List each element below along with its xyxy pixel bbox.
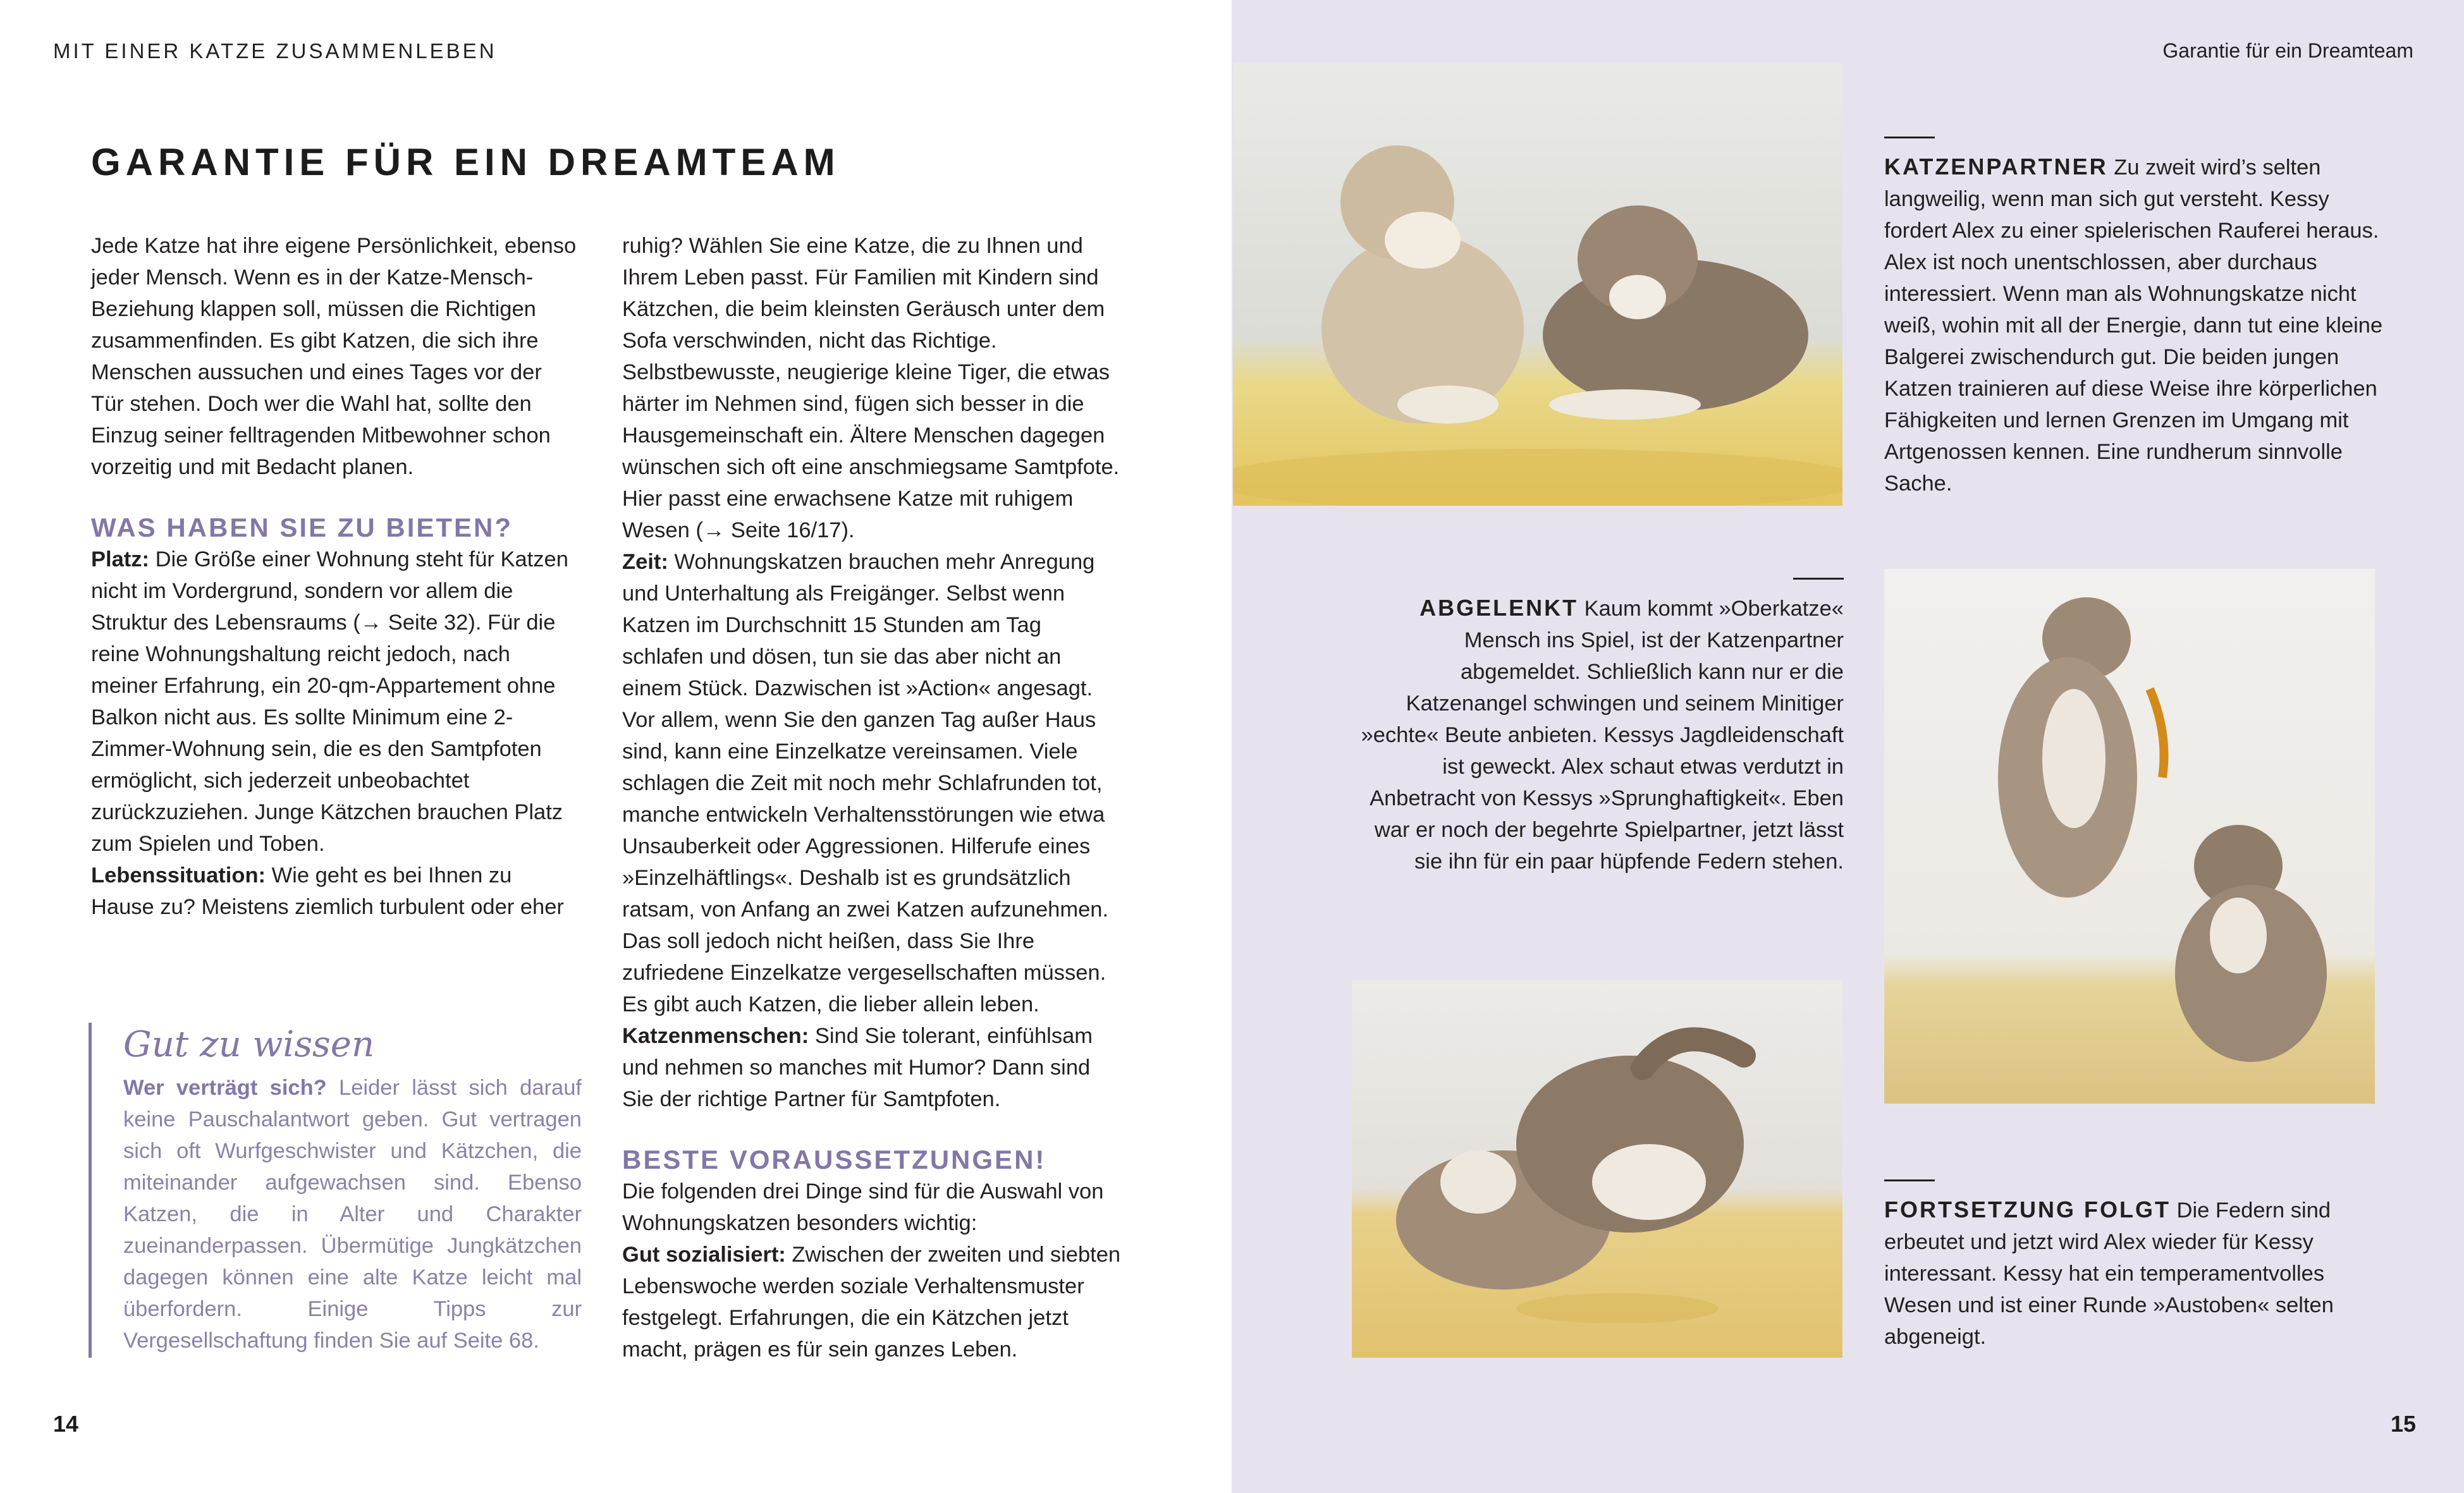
tip-label: Wer verträgt sich? [123, 1076, 327, 1100]
text-column-1 [91, 230, 578, 923]
label-platz: Platz: [91, 547, 150, 571]
caption-abgelenkt [1353, 578, 1844, 877]
caption-rule [1793, 578, 1844, 580]
label-lebenssituation: Lebenssituation: [91, 863, 266, 887]
tip-body: Leider lässt sich darauf keine Pauschalantwort geben. Gut vertragen sich oft Wurfgeschwister und Kätzchen, die miteinander aufgewachsen sind. Ebenso Katzen, die in Alter und Charakter zueinanderpassen. Übermütige Jungkätzchen dagegen können eine alte Katze leicht mal überfordern. Einige Tipps zur Vergesellschaftung finden Sie auf Seite 68. [123, 1076, 582, 1353]
running-head-left: MIT EINER KATZE ZUSAMMENLEBEN [53, 39, 497, 63]
photo-cats-wrestling [1352, 980, 1842, 1358]
photo-cat-jumping [1884, 569, 2375, 1104]
paragraph-lebenssituation [91, 860, 578, 923]
paragraph-platz [91, 544, 578, 860]
caption-rule [1884, 137, 1935, 138]
running-head-right: Garantie für ein Dreamteam [2162, 39, 2413, 62]
label-zeit: Zeit: [622, 550, 668, 574]
page-title: GARANTIE FÜR EIN DREAMTEAM [91, 141, 840, 183]
text-zeit: Wohnungskatzen brauchen mehr Anregung und Unterhaltung als Freigänger. Selbst wenn Katzen im Durchschnitt 15 Stunden am Tag schlafen und dösen, tun sie das aber nicht an einem Stück. Dazwischen ist »Action« angesagt. Vor allem, wenn Sie den ganzen Tag außer Haus sind, kann eine Einzelkatze vereinsamen. Viele schlagen die Zeit mit noch mehr Schlafrunden tot, manche entwickeln Verhaltensstörungen wie etwa Unsauberkeit oder Aggressionen. Hilferufe eines »Einzelhäftlings«. Deshalb ist es grundsätzlich ratsam, von Anfang an zwei Katzen aufzunehmen. Das soll jedoch nicht heißen, dass Sie Ihre zufriedene Einzelkatze vergesellschaften müssen. Es gibt auch Katzen, die lieber allein leben. [622, 550, 1109, 1016]
paragraph-auswahl: Die folgenden drei Dinge sind für die Auswahl von Wohnungskatzen besonders wichtig: [622, 1179, 1104, 1235]
intro-paragraph: Jede Katze hat ihre eigene Persönlichkeit, ebenso jeder Mensch. Wenn es in der Katze-Mensch-Beziehung klappen soll, müssen die Richtigen zusammenfinden. Es gibt Katzen, die sich ihre Menschen aussuchen und eines Tages vor der Tür stehen. Doch wer die Wahl hat, sollte den Einzug seiner felltragenden Mitbewohner schon vorzeitig und mit Bedacht planen. [91, 234, 577, 479]
paragraph-katzenmenschen [622, 1020, 1122, 1115]
caption-text-abgelenkt: Kaum kommt »Oberkatze« Mensch ins Spiel, ist der Katzenpartner abgemeldet. Schließlich kann nur er die Katzenangel schwingen und seinem Minitiger »echte« Beute anbieten. Kessys Jagdleidenschaft ist geweckt. Alex schaut etwas verdutzt in Anbetracht von Kessys »Sprunghaftigkeit«. Eben war er noch der begehrte Spielpartner, jetzt lässt sie ihn für ein paar hüpfende Federn stehen. [1361, 597, 1844, 874]
text-sozialisiert: Zwischen der zweiten und siebten Lebenswoche werden soziale Verhaltensmuster festgelegt. Erfahrungen, die ein Kätzchen jetzt macht, prägen es für sein ganzes Leben. [622, 1243, 1121, 1362]
tip-title: Gut zu wissen [123, 1024, 375, 1065]
page-number-left: 14 [53, 1411, 79, 1437]
caption-head-abgelenkt: ABGELENKT [1419, 595, 1579, 621]
text-katzenmenschen: Sind Sie tolerant, einfühlsam und nehmen so manches mit Humor? Dann sind Sie der richtige Partner für Samtpfoten. [622, 1024, 1093, 1111]
caption-head-fortsetzung: FORTSETZUNG FOLGT [1884, 1197, 2171, 1222]
caption-text-fortsetzung: Die Federn sind erbeutet und jetzt wird Alex wieder für Kessy interessant. Kessy hat ein temperamentvolles Wesen und ist einer Runde »Austoben« selten abgeneigt. [1884, 1198, 2334, 1349]
tip-text [123, 1072, 582, 1356]
text-lebenssituation: Wie geht es bei Ihnen zu Hause zu? Meistens ziemlich turbulent oder eher [91, 863, 564, 919]
caption-fortsetzung-folgt [1884, 1179, 2377, 1353]
paragraph-ruhig: ruhig? Wählen Sie eine Katze, die zu Ihnen und Ihrem Leben passt. Für Familien mit Kindern sind Kätzchen, die beim kleinsten Geräusch unter dem Sofa verschwinden, nicht das Richtige. Selbstbewusste, neugierige kleine Tiger, die etwas härter im Nehmen sind, fügen sich besser in die Hausgemeinschaft ein. Ältere Menschen dagegen wünschen sich oft eine anschmiegsame Samtpfote. Hier passt eine erwachsene Katze mit ruhigem Wesen (→ Seite 16/17). [622, 234, 1120, 542]
text-column-2 [622, 230, 1122, 1365]
tip-box [89, 1023, 582, 1358]
caption-text-katzenpartner: Zu zweit wird’s selten langweilig, wenn man sich gut versteht. Kessy fordert Alex zu einer spielerischen Rauferei heraus. Alex ist noch unentschlossen, aber durchaus interessiert. Wenn man als Wohnungskatze nicht weiß, wohin mit all der Energie, dann tut eine kleine Balgerei zwischendurch gut. Die beiden jungen Katzen trainieren auf diese Weise ihre körperlichen Fähigkeiten und lernen Grenzen im Umgang mit Artgenossen kennen. Eine rundherum sinnvolle Sache. [1884, 155, 2383, 496]
photo-cats-sparring [1233, 63, 1842, 506]
paragraph-zeit [622, 546, 1122, 1020]
caption-rule [1884, 1179, 1935, 1181]
subhead-was-haben-sie: WAS HABEN SIE ZU BIETEN? [91, 513, 513, 542]
paragraph-sozialisiert [622, 1239, 1122, 1365]
text-platz: Die Größe einer Wohnung steht für Katzen nicht im Vordergrund, sondern vor allem die Struktur des Lebensraums (→ Seite 32). Für die reine Wohnungshaltung reicht jedoch, nach meiner Erfahrung, ein 20-qm-Appartement ohne Balkon nicht aus. Es sollte Minimum eine 2-Zimmer-Wohnung sein, die es den Samtpfoten ermöglicht, sich jederzeit unbeobachtet zurückzuziehen. Junge Kätzchen brauchen Platz zum Spielen und Toben. [91, 547, 568, 856]
label-katzenmenschen: Katzenmenschen: [622, 1024, 809, 1048]
page-number-right: 15 [2390, 1411, 2416, 1437]
subhead-beste-voraussetzungen: BESTE VORAUSSETZUNGEN! [622, 1145, 1046, 1174]
caption-katzenpartner [1884, 137, 2390, 499]
label-sozialisiert: Gut sozialisiert: [622, 1243, 786, 1267]
caption-head-katzenpartner: KATZENPARTNER [1884, 154, 2108, 180]
